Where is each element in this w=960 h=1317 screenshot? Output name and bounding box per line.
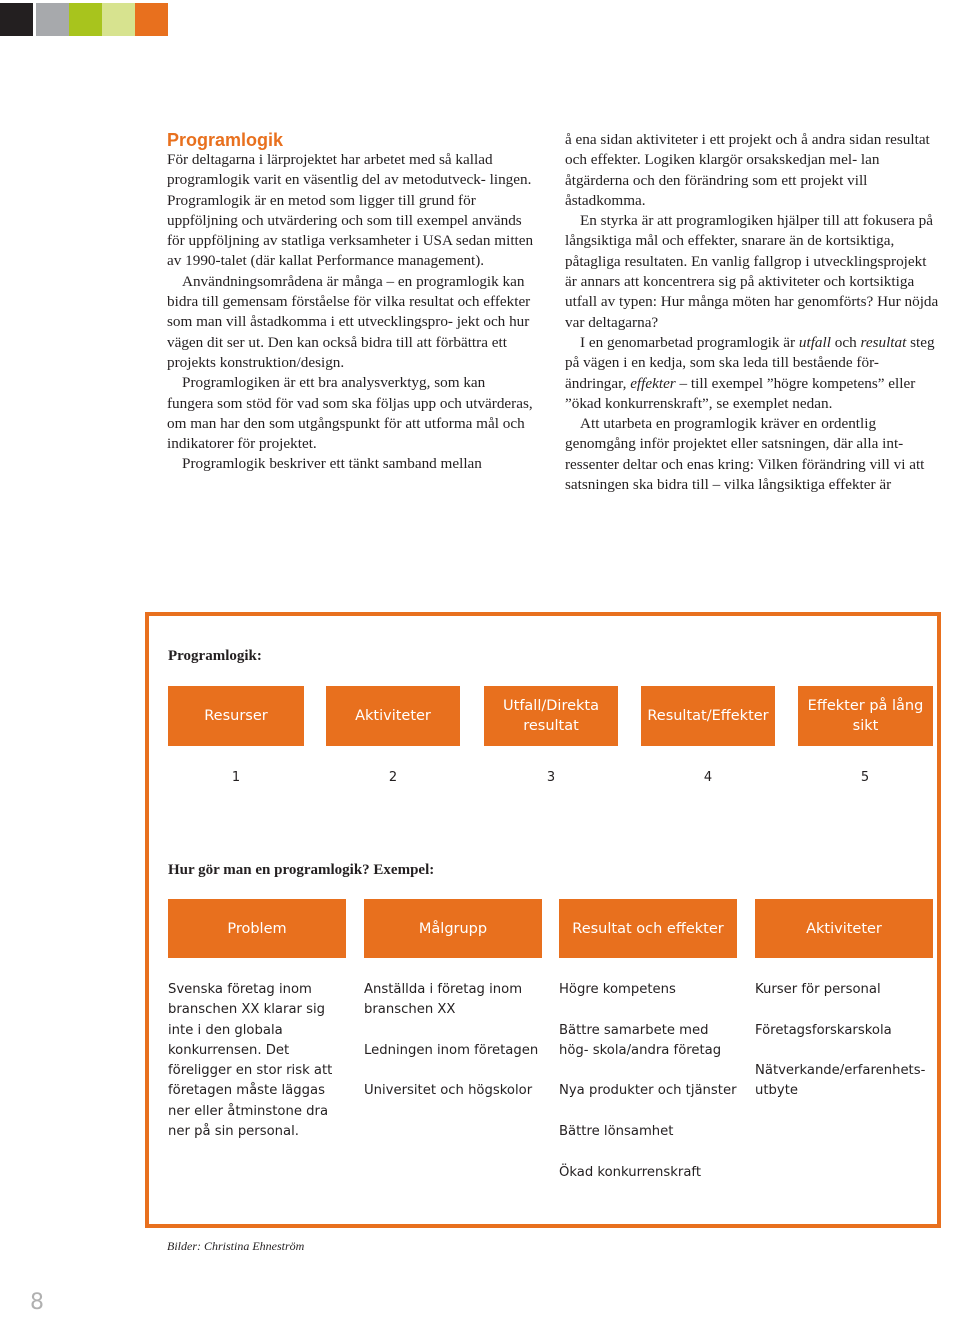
list-item: Anställda i företag inom branschen XX <box>364 982 523 1018</box>
article-heading: Programlogik <box>167 130 284 150</box>
example-column-problem <box>168 980 348 1142</box>
step-box-resurser: Resurser <box>168 686 304 746</box>
article-right-column <box>565 130 940 495</box>
list-item: Nya produkter och tjänster <box>559 1083 737 1099</box>
example-title: Hur gör man en programlogik? Exempel: <box>168 862 435 878</box>
example-header-problem: Problem <box>168 899 346 958</box>
list-item: Bättre samarbete med hög- skola/andra företag <box>559 1022 722 1058</box>
example-header-resultat-effekter: Resultat och effekter <box>559 899 737 958</box>
step-number: 4 <box>703 770 713 785</box>
list-item: Nätverkande/erfarenhets- utbyte <box>755 1063 926 1099</box>
step-box-aktiviteter: Aktiviteter <box>326 686 460 746</box>
list-item: Högre kompetens <box>559 982 676 997</box>
example-header-aktiviteter: Aktiviteter <box>755 899 933 958</box>
list-item: Universitet och högskolor <box>364 1083 533 1099</box>
step-number: 3 <box>546 770 556 785</box>
step-number: 2 <box>388 770 398 785</box>
example-column-resultat-effekter <box>559 980 739 1203</box>
step-box-utfall: Utfall/Direkta resultat <box>484 686 618 746</box>
article-paragraph: Programlogik beskriver ett tänkt samband mellan <box>182 455 482 473</box>
article-paragraph: å ena sidan aktiviteter i ett projekt och å andra sidan resultat och effekter. Logiken klargör orsakskedjan mel- lan åtgärderna och den förändring som ett projekt vill åstadkomma. <box>565 131 930 209</box>
example-column-malgrupp <box>364 980 544 1122</box>
header-swatch-orange <box>135 3 168 36</box>
diagram-title: Programlogik: <box>168 648 262 664</box>
example-column-aktiviteter <box>755 980 935 1122</box>
list-item: Företagsforskarskola <box>755 1022 892 1038</box>
example-header-malgrupp: Målgrupp <box>364 899 542 958</box>
list-item: Kurser för personal <box>755 982 881 997</box>
list-item: Ökad konkurrenskraft <box>559 1164 701 1180</box>
article-paragraph: En styrka är att programlogiken hjälper till att fokusera på långsiktiga mål och effekter, snarare än de kortsiktiga, påtagliga resultaten. En vanlig fallgrop i utvecklingsprojekt är annars att koncentrera sig på aktiviteter och kortsiktiga utfall av typen: Hur många möten har genomförts? Hur nöjda var deltagarna? <box>565 212 939 331</box>
list-item: Ledningen inom företagen <box>364 1042 539 1058</box>
article-paragraph-italic-terms: I en genomarbetad programlogik är utfall och resultat steg på vägen i en kedja, som ska leda till bestående för- ändringar, effekter – till exempel ”högre kompetens” eller ”ökad konkurrenskraft”, se exemplet nedan. <box>565 333 935 412</box>
article-paragraph: Att utarbeta en programlogik kräver en ordentlig genomgång inför projektet eller satsningen, där alla int- ressenter deltar och enas kring: Vilken förändring vill vi att satsningen ska bidra till – vilka långsiktiga effekter är <box>565 415 925 494</box>
header-swatch-light-green <box>102 3 135 36</box>
article-paragraph: Användningsområdena är många – en programlogik kan bidra till gemensam förståelse för vilka resultat och effekter som man vill åstadkomma i ett utvecklingspro- jekt och hur vägen dit ser ut. Den kan också bidra till att förbättra ett projekts konstruktion/design. <box>167 272 531 371</box>
image-credit-caption: Bilder: Christina Ehneström <box>167 1239 305 1253</box>
article-left-column <box>167 130 535 475</box>
header-swatch-green <box>69 3 102 36</box>
article-paragraph: Programlogiken är ett bra analysverktyg, som kan fungera som stöd för vad som ska följas upp och utvärderas, om man har den som utgångspunkt för att utforma mål och indikatorer för projektet. <box>167 374 533 453</box>
article-paragraph: För deltagarna i lärprojektet har arbetet med så kallad programlogik varit en väsentlig del av metodutveck- lingen. Programlogik är en metod som ligger till grund för uppföljning och utvärdering och som till exempel används för uppföljning av statliga verksamheter i USA sedan mitten av 1990-talet (där kallat Performance management). <box>167 151 534 270</box>
header-swatch-grey <box>36 3 69 36</box>
list-item: Bättre lönsamhet <box>559 1124 674 1140</box>
step-box-effekter-lang-sikt: Effekter på lång sikt <box>798 686 933 746</box>
step-box-resultat-effekter: Resultat/Effekter <box>641 686 775 746</box>
step-number: 5 <box>860 770 870 785</box>
header-swatch-black <box>0 3 33 36</box>
page-number: 8 <box>30 1290 44 1315</box>
list-item: Svenska företag inom branschen XX klarar sig inte i den globala konkurrensen. Det föreligger en stor risk att företagen måste läggas ner eller åtminstone dra ner på sin personal. <box>168 982 333 1140</box>
step-number: 1 <box>231 770 241 785</box>
